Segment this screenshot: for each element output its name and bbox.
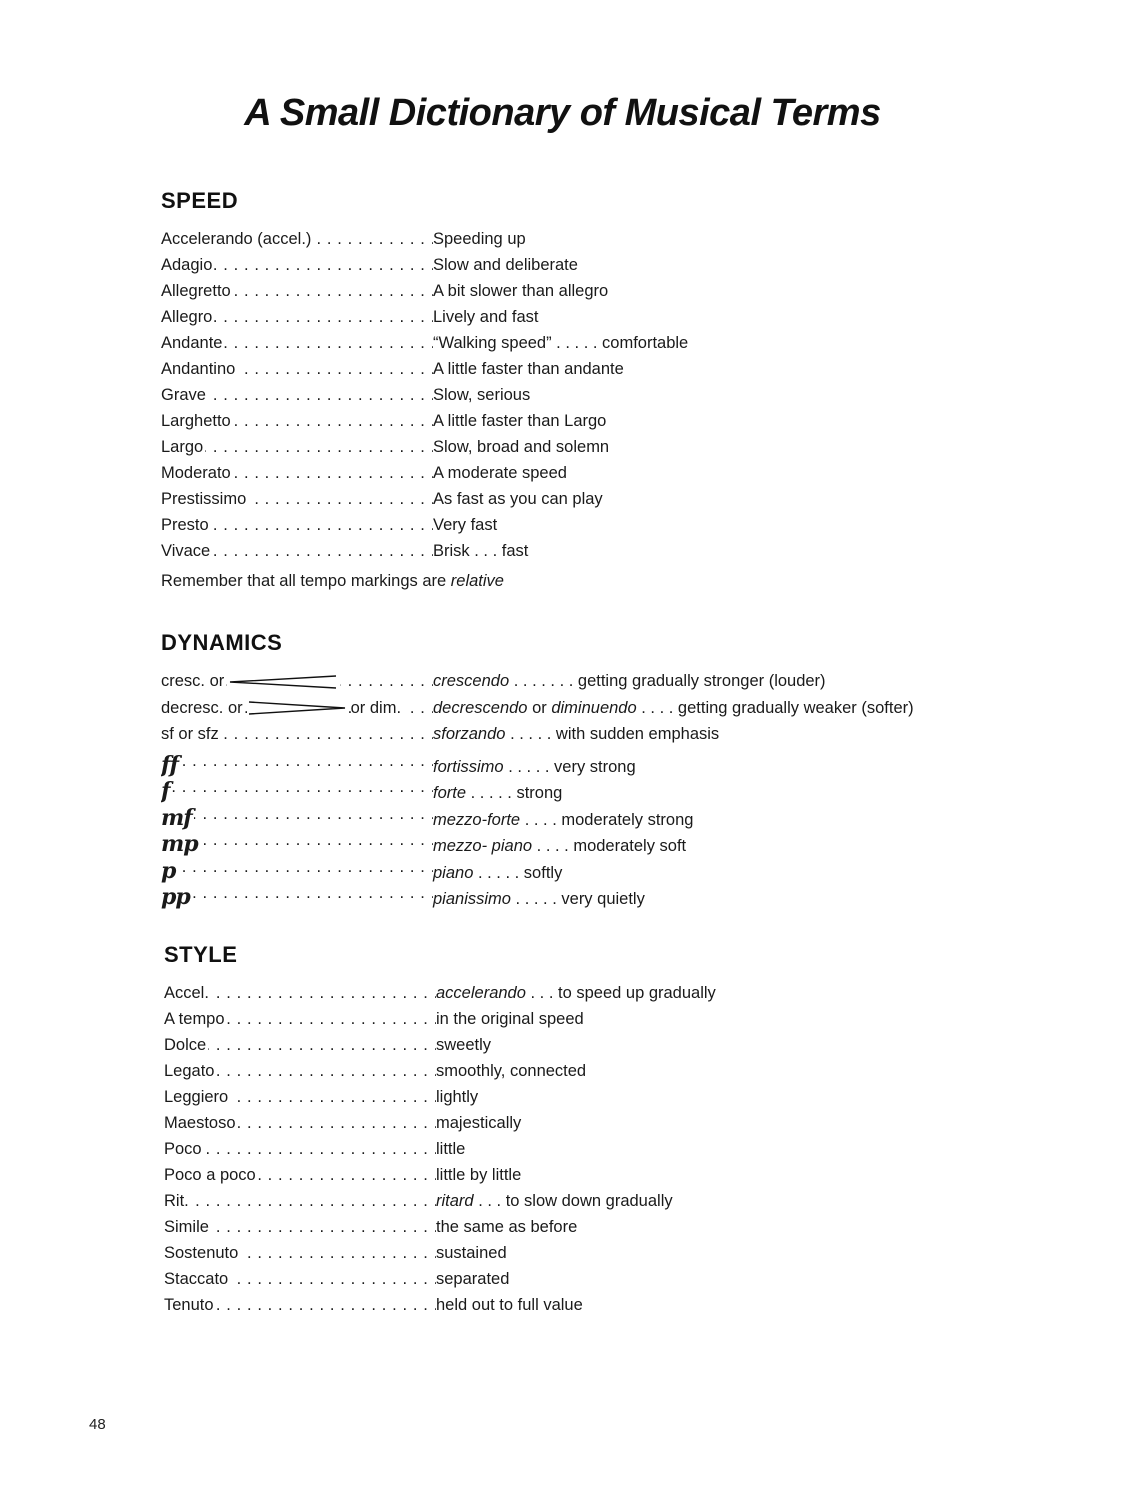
- term: Presto: [161, 516, 209, 534]
- definition: separated: [436, 1270, 510, 1288]
- definition-term: mezzo-forte: [433, 810, 521, 829]
- dynamic-symbol: mp: [161, 831, 198, 857]
- term: Prestissimo: [161, 490, 247, 508]
- style-heading: STYLE: [164, 942, 238, 967]
- definition: Slow and deliberate: [433, 256, 578, 274]
- definition: sustained: [436, 1244, 507, 1262]
- list-item: [161, 334, 688, 360]
- definition-term: sforzando: [433, 725, 506, 743]
- list-item: [164, 1296, 716, 1322]
- list-item: [161, 884, 914, 911]
- list-item: [161, 412, 688, 438]
- list-item: [164, 1036, 716, 1062]
- list-item: [161, 752, 914, 779]
- term: Andante: [161, 334, 223, 352]
- definition: little: [436, 1140, 466, 1158]
- list-item: [161, 438, 688, 464]
- list-item: [164, 1114, 716, 1140]
- definition: in the original speed: [436, 1010, 584, 1028]
- definition-term: pianissimo: [433, 890, 511, 908]
- definition: Slow, serious: [433, 386, 531, 404]
- definition: the same as before: [436, 1218, 578, 1236]
- definition: Speeding up: [433, 230, 526, 248]
- list-item: [161, 831, 914, 858]
- definition: Very fast: [433, 516, 498, 534]
- list-item: [161, 778, 914, 805]
- definition-or: or: [532, 698, 547, 717]
- definition: lightly: [436, 1088, 479, 1106]
- definition: . . . . . . . getting gradually stronger (louder): [513, 672, 826, 690]
- term: Simile: [164, 1218, 209, 1236]
- list-item: [161, 672, 914, 699]
- decrescendo-hairpin-icon: [247, 701, 349, 715]
- term: decresc. or: [161, 698, 243, 717]
- list-item: [164, 1244, 716, 1270]
- definition-term-alt: diminuendo: [551, 698, 637, 717]
- list-item: [161, 464, 688, 490]
- dynamic-symbol: f: [161, 778, 170, 804]
- list-item: [164, 1166, 716, 1192]
- dynamic-symbol: ff: [161, 751, 178, 778]
- definition: majestically: [436, 1114, 522, 1132]
- definition: As fast as you can play: [433, 490, 603, 508]
- definition-term: piano: [433, 863, 474, 882]
- definition: A moderate speed: [433, 464, 567, 482]
- list-item: [164, 984, 716, 1010]
- term: Allegro: [161, 308, 213, 326]
- dynamics-list: [161, 672, 914, 911]
- list-item: [161, 230, 688, 256]
- term: Accel.: [164, 984, 209, 1002]
- list-item: [161, 490, 688, 516]
- dynamics-section: [161, 630, 914, 911]
- crescendo-hairpin-icon: [228, 675, 340, 689]
- style-list: [164, 984, 716, 1322]
- definition: . . . to slow down gradually: [478, 1192, 673, 1210]
- term: Larghetto: [161, 412, 231, 430]
- list-item: [164, 1062, 716, 1088]
- definition: . . . . moderately strong: [524, 810, 694, 829]
- term: Leggiero: [164, 1088, 229, 1106]
- definition: A bit slower than allegro: [433, 282, 609, 300]
- tempo-note: [161, 568, 688, 594]
- term: Largo: [161, 438, 204, 456]
- term: Staccato: [164, 1270, 229, 1288]
- style-section: [164, 942, 716, 1322]
- tempo-note-text: Remember that all tempo markings are: [161, 572, 447, 590]
- definition: . . . . . very quietly: [515, 890, 645, 908]
- term: Legato: [164, 1062, 215, 1080]
- definition-term: fortissimo: [433, 757, 504, 776]
- definition: . . . . moderately soft: [536, 837, 687, 855]
- list-item: [161, 516, 688, 542]
- list-item: [164, 1218, 716, 1244]
- term: Accelerando (accel.): [161, 230, 312, 248]
- definition-term: decrescendo: [433, 698, 528, 717]
- list-item: [164, 1140, 716, 1166]
- list-item: [164, 1270, 716, 1296]
- tempo-note-emphasis: relative: [450, 572, 504, 590]
- speed-heading: SPEED: [161, 188, 239, 213]
- list-item: [164, 1010, 716, 1036]
- definition: Lively and fast: [433, 308, 539, 326]
- term: Poco a poco: [164, 1166, 256, 1184]
- term: Moderato: [161, 464, 231, 482]
- page-number: 48: [89, 1416, 106, 1433]
- term: cresc. or: [161, 672, 225, 690]
- definition-term: forte: [433, 784, 467, 802]
- term: Rit.: [164, 1192, 189, 1210]
- dynamics-heading: DYNAMICS: [161, 630, 283, 655]
- term: A tempo: [164, 1010, 225, 1028]
- list-item: [161, 725, 914, 752]
- definition: . . . . . softly: [477, 863, 563, 882]
- page-title: A Small Dictionary of Musical Terms: [244, 92, 881, 134]
- definition: . . . . . very strong: [508, 757, 636, 776]
- term: Dolce: [164, 1036, 207, 1054]
- term: Vivace: [161, 542, 211, 560]
- term: sf or sfz: [161, 725, 219, 743]
- list-item: [161, 699, 914, 726]
- definition: . . . to speed up gradually: [530, 984, 716, 1002]
- list-item: [164, 1192, 716, 1218]
- term: Allegretto: [161, 282, 231, 300]
- definition: little by little: [436, 1166, 522, 1184]
- definition: held out to full value: [436, 1296, 583, 1314]
- definition-term: crescendo: [433, 672, 510, 690]
- definition: . . . . . with sudden emphasis: [510, 725, 720, 743]
- definition: A little faster than Largo: [433, 412, 607, 430]
- list-item: [161, 542, 688, 568]
- term: Poco: [164, 1140, 202, 1158]
- term: Andantino: [161, 360, 236, 378]
- list-item: [161, 858, 914, 885]
- dynamic-symbol: mf: [161, 804, 192, 831]
- definition: . . . . getting gradually weaker (softer): [641, 698, 914, 717]
- dynamic-symbol: pp: [161, 884, 190, 910]
- list-item: [161, 308, 688, 334]
- term: Sostenuto: [164, 1244, 239, 1262]
- speed-section: [161, 188, 688, 594]
- definition: smoothly, connected: [436, 1062, 587, 1080]
- definition: A little faster than andante: [433, 360, 624, 378]
- definition: “Walking speed” . . . . . comfortable: [433, 334, 689, 352]
- definition-term: accelerando: [436, 984, 526, 1002]
- list-item: [161, 805, 914, 832]
- list-item: [161, 386, 688, 412]
- definition: . . . . . strong: [470, 784, 563, 802]
- definition: Slow, broad and solemn: [433, 438, 610, 456]
- term: Adagio: [161, 256, 213, 274]
- speed-list: [161, 230, 688, 568]
- dynamic-symbol: p: [161, 857, 176, 884]
- list-item: [161, 282, 688, 308]
- list-item: [161, 256, 688, 282]
- term: Tenuto: [164, 1296, 214, 1314]
- definition: Brisk . . . fast: [433, 542, 529, 560]
- list-item: [164, 1088, 716, 1114]
- term-alt: or dim.: [350, 698, 402, 717]
- term: Grave: [161, 386, 206, 404]
- definition-term: ritard: [436, 1192, 474, 1210]
- definition: sweetly: [436, 1036, 492, 1054]
- term: Maestoso: [164, 1114, 236, 1132]
- list-item: [161, 360, 688, 386]
- definition-term: mezzo- piano: [433, 837, 533, 855]
